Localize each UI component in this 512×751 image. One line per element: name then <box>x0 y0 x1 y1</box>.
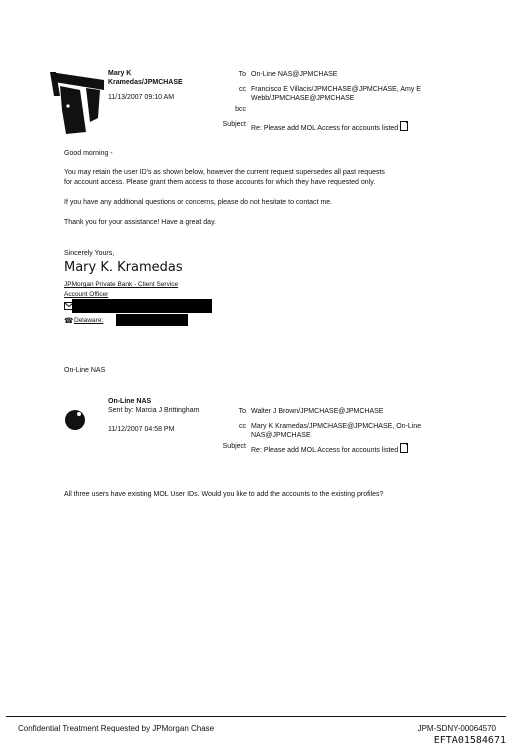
subject-label-2: Subject <box>222 443 246 450</box>
body-para1-line2: for account access. Please grant them access to those accounts for which they have requested only. <box>64 179 376 186</box>
footer-confidential: Confidential Treatment Requested by JPMorgan Chase <box>18 724 215 733</box>
body2-text: All three users have existing MOL User IDs. Would you like to add the accounts to the existing profiles? <box>64 491 384 498</box>
sent-by: Sent by: Marcia J Brittingham <box>108 407 200 414</box>
cc-value-line1: Francisco E Villacis/JPMCHASE@JPMCHASE, Amy E <box>251 86 421 93</box>
to-label-2: To <box>238 408 246 415</box>
sent-date-2: 11/12/2007 04:58 PM <box>108 426 175 433</box>
cc-label: cc <box>239 86 246 93</box>
sender-avatar-dot <box>64 408 86 430</box>
greeting: Good morning - <box>64 150 113 157</box>
body-para3: Thank you for your assistance! Have a great day. <box>64 219 217 226</box>
sender-org: Kramedas/JPMCHASE <box>108 79 183 86</box>
phone-icon: ☎ <box>64 316 74 325</box>
subject-value <box>251 121 408 134</box>
cc-value-2-line2: NAS@JPMCHASE <box>251 432 311 439</box>
subject-text: Re: Please add MOL Access for accounts listed <box>251 125 399 132</box>
redaction-email <box>72 299 212 313</box>
signature-title-line1: JPMorgan Private Bank - Client Service <box>64 281 179 288</box>
subject-text-2: Re: Please add MOL Access for accounts listed <box>251 447 399 454</box>
to-label: To <box>238 71 246 78</box>
sender-avatar-photo <box>46 66 104 136</box>
sent-date: 11/13/2007 09:10 AM <box>108 94 175 101</box>
closing: Sincerely Yours, <box>64 250 115 257</box>
body-para1-line1: You may retain the user ID's as shown below, however the current request supersedes all past requests <box>64 169 385 176</box>
cc-value-line2: Webb/JPMCHASE@JPMCHASE <box>251 95 355 102</box>
sender-name-2: On-Line NAS <box>108 398 152 405</box>
signature-phone-label: Delaware: <box>74 317 104 324</box>
document-icon <box>400 121 408 131</box>
sender-name: Mary K <box>108 70 132 77</box>
to-value: On-Line NAS@JPMCHASE <box>251 71 338 78</box>
to-value-2: Walter J Brown/JPMCHASE@JPMCHASE <box>251 408 384 415</box>
bcc-label: bcc <box>235 106 246 113</box>
document-icon <box>400 443 408 453</box>
previous-message-label: On-Line NAS <box>64 367 106 374</box>
cc-label-2: cc <box>239 423 246 430</box>
redaction-phone <box>116 314 188 326</box>
body-para2: If you have any additional questions or concerns, please do not hesitate to contact me. <box>64 199 333 206</box>
footer-bates-jpm: JPM-SDNY-00064570 <box>417 724 496 733</box>
subject-label: Subject <box>222 121 246 128</box>
signature-name: Mary K. Kramedas <box>64 260 183 275</box>
cc-value-2-line1: Mary K Kramedas/JPMCHASE@JPMCHASE, On-Line <box>251 423 422 430</box>
subject-value-2 <box>251 443 408 456</box>
footer-bates-efta: EFTA01584671 <box>433 735 506 746</box>
signature-title-line2: Account Officer <box>64 291 109 298</box>
footer-rule <box>6 716 506 717</box>
